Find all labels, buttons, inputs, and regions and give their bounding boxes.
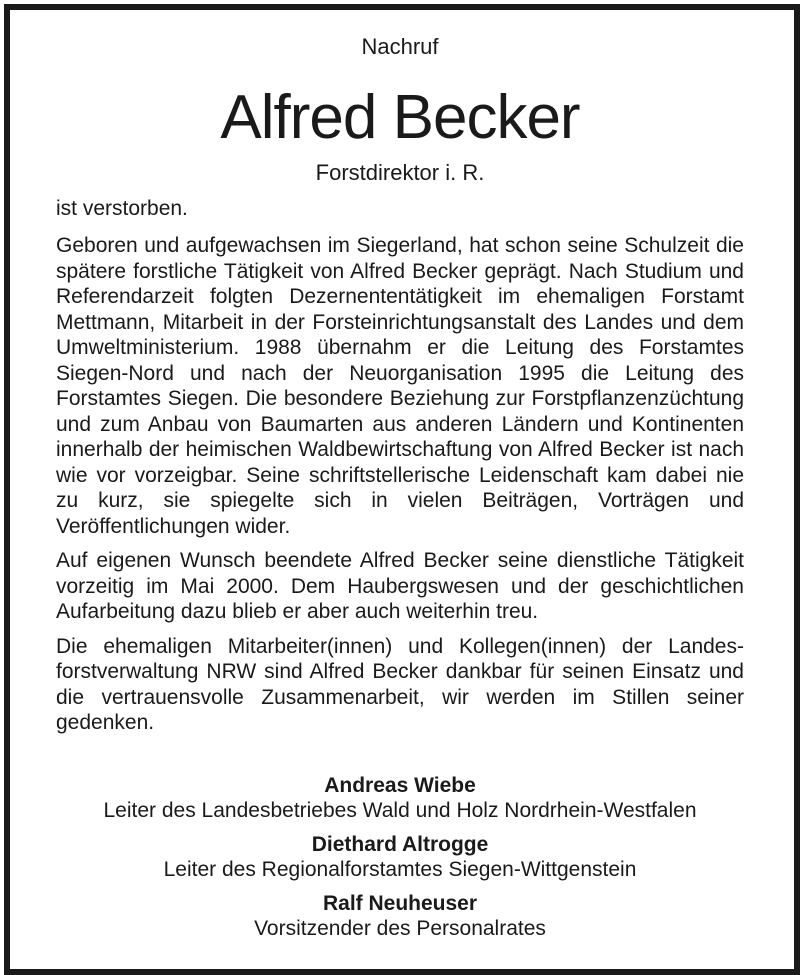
signer-role: Leiter des Landesbetriebes Wald und Holz Nordrhein-Westfalen [103,799,697,822]
signer-name: Ralf Neuheuser [322,892,478,915]
deceased-name: Alfred Becker [220,83,580,152]
intro-line: ist verstorben. [56,197,188,220]
paragraph-gratitude: Die ehemaligen Mitarbeiter(innen) und Kollegen(innen) der Landesforstverwaltung NRW sind Alfred Becker dankbar für seinen Einsatz und die vertrauensvolle Zusammenarbeit, wir werden im Stillen seiner gedenken. [56,634,744,734]
paragraph-retirement: Auf eigenen Wunsch beendete Alfred Becker seine dienstliche Tätigkeit vorzeitig im Mai 2000. Dem Haubergswesen und der geschichtlichen Aufarbeitung dazu blieb er aber auch weiterhin treu. [56,549,744,623]
signer-role: Leiter des Regionalforstamtes Siegen-Wittgenstein [163,858,637,881]
obituary-text [56,233,744,736]
deceased-title: Forstdirektor i. R. [315,160,485,185]
paragraph-career: Geboren und aufgewachsen im Siegerland, hat schon seine Schulzeit die spätere forstliche Tätigkeit von Alfred Becker geprägt. Nach Studium und Referendarzeit folgten Dezernententätigkeit im ehemaligen Forstamt Mettmann, Mitarbeit in der Forsteinrichtungsanstalt des Landes und dem Umweltministerium. 1988 übernahm er die Leitung des Forstamtes Siegen-Nord und nach der Neuorganisation 1995 die Leitung des Forstamtes Siegen. Die besondere Beziehung zur Forstpflanzenzüchtung und zum Anbau von Baumarten aus anderen Ländern und Kontinenten innerhalb der heimischen Waldbewirtschaftung von Alfred Becker ist nach wie vor vorzeigbar. Seine schriftstellerische Leidenschaft kam dabei nie zu kurz, sie spiegelte sich in vielen Beiträgen, Vorträgen und Veröffentlichungen wider. [56,234,744,538]
signer-name: Andreas Wiebe [324,774,476,797]
signer-name: Diethard Altrogge [311,833,489,856]
signer-role: Vorsitzender des Personalrates [254,917,546,940]
signatories [0,773,800,941]
notice-kicker: Nachruf [361,34,439,59]
